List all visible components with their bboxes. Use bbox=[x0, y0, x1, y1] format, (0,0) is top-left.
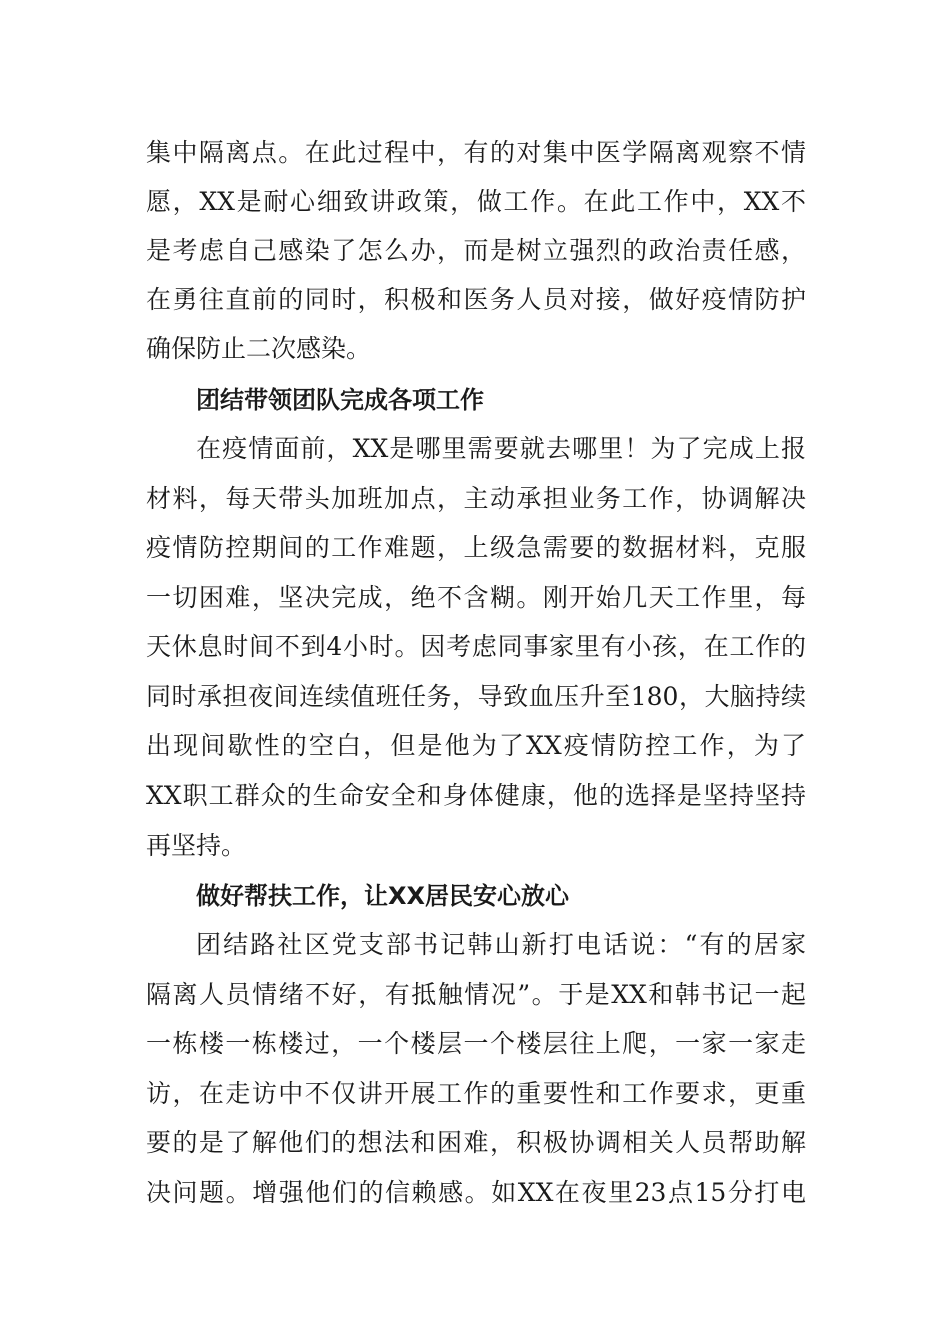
paragraph-line: 要的是了解他们的想法和困难，积极协调相关人员帮助解 bbox=[146, 1128, 806, 1157]
paragraph-line: 再坚持。 bbox=[146, 831, 247, 860]
paragraph-line: 访，在走访中不仅讲开展工作的重要性和工作要求，更重 bbox=[146, 1079, 806, 1108]
paragraph-line: 天休息时间不到4小时。因考虑同事家里有小孩，在工作的 bbox=[146, 632, 806, 661]
paragraph-line: 一栋楼一栋楼过，一个楼层一个楼层往上爬，一家一家走 bbox=[146, 1029, 806, 1058]
paragraph-line: XX职工群众的生命安全和身体健康，他的选择是坚持坚持 bbox=[146, 781, 806, 810]
paragraph-line: 决问题。增强他们的信赖感。如XX在夜里23点15分打电 bbox=[146, 1178, 806, 1207]
section-heading: 团结带领团队完成各项工作 bbox=[196, 386, 484, 414]
paragraph-line: 团结路社区党支部书记韩山新打电话说：“有的居家 bbox=[196, 930, 806, 959]
paragraph-line: 愿，XX是耐心细致讲政策，做工作。在此工作中，XX不 bbox=[146, 187, 806, 216]
paragraph-line: 材料，每天带头加班加点，主动承担业务工作，协调解决 bbox=[146, 484, 806, 513]
paragraph-line: 在疫情面前，XX是哪里需要就去哪里！为了完成上报 bbox=[196, 434, 806, 463]
paragraph-line: 在勇往直前的同时，积极和医务人员对接，做好疫情防护 bbox=[146, 285, 806, 314]
paragraph-line: 出现间歇性的空白，但是他为了XX疫情防控工作，为了 bbox=[146, 731, 806, 760]
section-heading: 做好帮扶工作，让XX居民安心放心 bbox=[196, 882, 570, 910]
paragraph-line: 确保防止二次感染。 bbox=[146, 334, 372, 363]
paragraph-line: 一切困难，坚决完成，绝不含糊。刚开始几天工作里，每 bbox=[146, 583, 806, 612]
paragraph-line: 同时承担夜间连续值班任务，导致血压升至180，大脑持续 bbox=[146, 682, 806, 711]
paragraph-line: 疫情防控期间的工作难题，上级急需要的数据材料，克服 bbox=[146, 533, 806, 562]
paragraph-line: 集中隔离点。在此过程中，有的对集中医学隔离观察不情 bbox=[146, 138, 806, 167]
paragraph-line: 是考虑自己感染了怎么办，而是树立强烈的政治责任感， bbox=[146, 236, 806, 265]
paragraph-line: 隔离人员情绪不好，有抵触情况”。于是XX和韩书记一起 bbox=[146, 980, 806, 1009]
